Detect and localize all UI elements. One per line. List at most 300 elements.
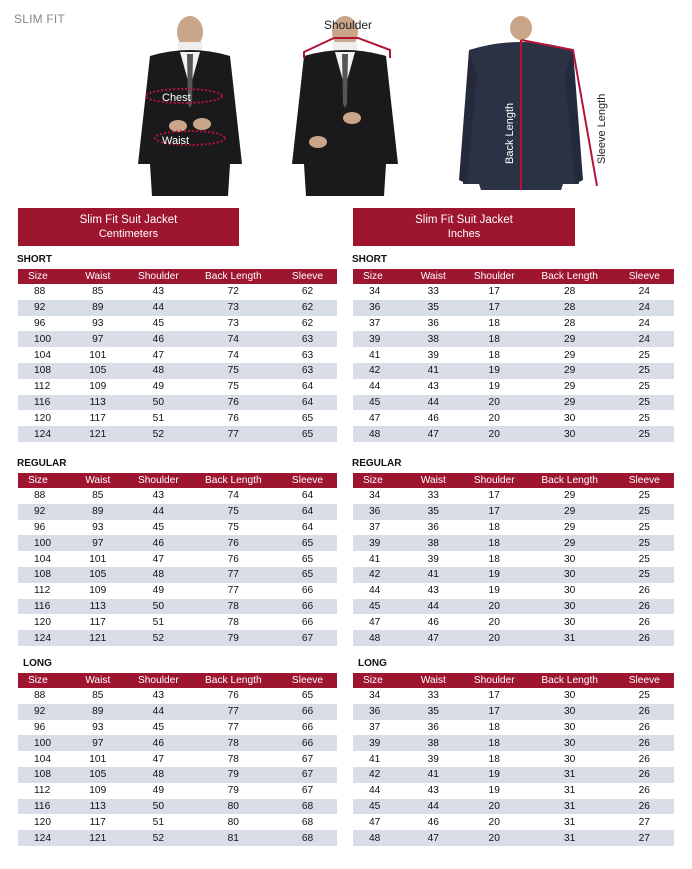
table-cell: 62 — [301, 286, 314, 298]
table-cell: 88 — [34, 690, 46, 702]
table-cell: 113 — [67, 799, 128, 815]
table-cell: 113 — [67, 599, 128, 615]
table-cell: 51 — [152, 616, 165, 628]
table-cell: 31 — [525, 830, 615, 846]
table-row — [18, 799, 337, 815]
jacket-back-figure — [455, 14, 620, 196]
table-cell: 124 — [18, 426, 67, 442]
table-row — [18, 551, 337, 567]
table-cell: 41 — [403, 363, 464, 379]
table-cell: 74 — [227, 349, 239, 361]
column-header: Size — [18, 269, 67, 284]
table-cell: 30 — [563, 412, 576, 424]
table-row — [353, 520, 674, 536]
table-cell: 39 — [427, 349, 439, 361]
table-cell: 36 — [353, 704, 403, 720]
table-cell: 108 — [18, 567, 67, 583]
table-cell: 28 — [525, 300, 615, 316]
table-cell: 75 — [227, 521, 239, 533]
table-cell: 20 — [488, 816, 500, 828]
table-cell: 96 — [34, 721, 46, 733]
table-cell: 25 — [638, 521, 650, 533]
table-row — [353, 300, 674, 316]
table-cell: 30 — [563, 690, 576, 702]
table-cell: 92 — [18, 504, 67, 520]
table-row — [353, 830, 674, 846]
table-cell: 73 — [227, 317, 239, 329]
table-cell: 20 — [464, 395, 525, 411]
table-cell: 62 — [278, 300, 337, 316]
table-cell: 76 — [227, 553, 239, 565]
table-cell: 67 — [301, 753, 314, 765]
table-cell: 18 — [464, 331, 525, 347]
table-cell: 64 — [301, 381, 314, 393]
table-cell: 26 — [615, 735, 674, 751]
table-cell: 18 — [488, 349, 500, 361]
table-cell: 25 — [638, 553, 650, 565]
table-cell: 28 — [563, 286, 576, 298]
table-row — [18, 830, 337, 846]
table-cell: 65 — [301, 553, 314, 565]
column-header: Back Length — [525, 269, 615, 284]
table-cell: 39 — [353, 331, 403, 347]
table-cell: 77 — [189, 567, 278, 583]
table-cell: 31 — [525, 630, 615, 646]
table-cell: 46 — [128, 331, 189, 347]
table-row — [18, 720, 337, 736]
table-cell: 88 — [34, 286, 46, 298]
table-cell: 65 — [301, 412, 314, 424]
table-cell: 96 — [34, 317, 46, 329]
table-cell: 112 — [34, 381, 51, 393]
table-cell: 52 — [128, 426, 189, 442]
table-cell: 46 — [427, 412, 439, 424]
table-cell: 30 — [563, 753, 576, 765]
table-cell: 19 — [488, 585, 500, 597]
table-cell: 25 — [615, 363, 674, 379]
table-cell: 17 — [488, 490, 500, 502]
table-cell: 44 — [403, 599, 464, 615]
table-cell: 46 — [427, 616, 439, 628]
table-cell: 45 — [353, 599, 403, 615]
back-length-label: Back Length — [504, 102, 516, 164]
table-cell: 124 — [18, 630, 67, 646]
table-row — [353, 488, 674, 504]
table-cell: 45 — [353, 799, 403, 815]
table-row — [18, 504, 337, 520]
table-cell: 31 — [563, 816, 576, 828]
table-cell: 52 — [128, 630, 189, 646]
section-label: SHORT — [17, 254, 52, 265]
table-cell: 33 — [427, 490, 439, 502]
table-cell: 30 — [563, 616, 576, 628]
table-cell: 38 — [403, 535, 464, 551]
table-cell: 45 — [152, 521, 165, 533]
table-row — [353, 814, 674, 830]
table-cell: 37 — [369, 317, 381, 329]
section-label: REGULAR — [352, 458, 402, 469]
table-cell: 47 — [152, 349, 165, 361]
column-header: Waist — [67, 473, 128, 488]
table-cell: 25 — [615, 504, 674, 520]
column-header: Shoulder — [464, 269, 525, 284]
column-header: Sleeve — [615, 473, 674, 488]
table-cell: 113 — [67, 395, 128, 411]
table-cell: 26 — [638, 753, 650, 765]
table-cell: 75 — [189, 504, 278, 520]
table-cell: 34 — [369, 286, 381, 298]
table-cell: 105 — [67, 567, 128, 583]
table-cell: 96 — [34, 521, 46, 533]
column-header: Size — [353, 473, 403, 488]
table-cell: 49 — [152, 585, 165, 597]
table-cell: 88 — [34, 490, 46, 502]
table-cell: 33 — [427, 690, 439, 702]
table-cell: 100 — [18, 535, 67, 551]
table-cell: 46 — [128, 735, 189, 751]
table-cell: 44 — [128, 300, 189, 316]
shoulder-label: Shoulder — [324, 18, 373, 32]
table-cell: 108 — [18, 767, 67, 783]
table-cell: 76 — [189, 535, 278, 551]
table-cell: 20 — [488, 616, 500, 628]
column-header: Back Length — [525, 673, 615, 688]
table-cell: 42 — [353, 767, 403, 783]
table-cell: 121 — [67, 630, 128, 646]
table-cell: 48 — [353, 630, 403, 646]
size-table — [18, 673, 337, 846]
table-cell: 24 — [638, 317, 650, 329]
table-cell: 78 — [189, 735, 278, 751]
table-cell: 30 — [525, 426, 615, 442]
table-row — [18, 814, 337, 830]
table-cell: 36 — [427, 317, 439, 329]
table-cell: 76 — [189, 395, 278, 411]
table-cell: 36 — [353, 300, 403, 316]
inch-unit: Inches — [447, 228, 481, 240]
table-row — [353, 599, 674, 615]
table-cell: 105 — [67, 767, 128, 783]
column-header: Waist — [67, 673, 128, 688]
table-row — [353, 614, 674, 630]
table-cell: 49 — [152, 785, 165, 797]
table-row — [18, 599, 337, 615]
table-cell: 30 — [525, 704, 615, 720]
column-header: Waist — [403, 673, 464, 688]
table-cell: 109 — [89, 381, 107, 393]
table-cell: 26 — [615, 599, 674, 615]
table-row — [18, 688, 337, 704]
sleeve-length-label: Sleeve Length — [596, 93, 608, 164]
table-cell: 74 — [227, 490, 239, 502]
table-cell: 29 — [563, 349, 576, 361]
column-header: Back Length — [525, 473, 615, 488]
table-cell: 105 — [67, 363, 128, 379]
table-row — [353, 751, 674, 767]
column-header: Waist — [403, 473, 464, 488]
table-cell: 80 — [189, 799, 278, 815]
table-cell: 19 — [488, 785, 500, 797]
table-cell: 77 — [227, 721, 239, 733]
table-cell: 112 — [34, 585, 51, 597]
table-cell: 38 — [403, 735, 464, 751]
table-cell: 62 — [301, 317, 314, 329]
column-header: Sleeve — [278, 673, 337, 688]
chest-label: Chest — [162, 92, 191, 104]
table-cell: 109 — [89, 585, 107, 597]
table-cell: 104 — [34, 349, 51, 361]
column-header: Size — [353, 269, 403, 284]
table-cell: 117 — [89, 616, 106, 628]
table-cell: 44 — [369, 585, 381, 597]
table-cell: 30 — [525, 735, 615, 751]
section-label: REGULAR — [17, 458, 67, 469]
column-header: Sleeve — [615, 673, 674, 688]
jacket-shoulder-figure — [278, 14, 403, 196]
table-row — [353, 284, 674, 300]
table-cell: 26 — [638, 721, 650, 733]
section-label: SHORT — [352, 254, 387, 265]
table-cell: 37 — [369, 521, 381, 533]
table-cell: 93 — [92, 521, 104, 533]
table-cell: 48 — [128, 567, 189, 583]
table-row — [353, 551, 674, 567]
table-cell: 41 — [369, 553, 381, 565]
table-cell: 48 — [128, 363, 189, 379]
table-cell: 124 — [18, 830, 67, 846]
table-row — [353, 410, 674, 426]
table-cell: 50 — [128, 599, 189, 615]
column-header: Waist — [403, 269, 464, 284]
table-cell: 81 — [189, 830, 278, 846]
table-row — [353, 331, 674, 347]
cm-column-header — [18, 208, 239, 246]
table-cell: 47 — [403, 426, 464, 442]
table-cell: 41 — [403, 767, 464, 783]
table-cell: 19 — [464, 567, 525, 583]
table-cell: 47 — [152, 753, 165, 765]
table-cell: 30 — [563, 585, 576, 597]
table-cell: 20 — [464, 830, 525, 846]
table-cell: 27 — [638, 816, 650, 828]
table-cell: 64 — [301, 490, 314, 502]
table-row — [18, 379, 337, 395]
table-cell: 89 — [67, 504, 128, 520]
table-cell: 65 — [278, 567, 337, 583]
table-cell: 35 — [403, 300, 464, 316]
table-cell: 47 — [403, 630, 464, 646]
table-row — [353, 783, 674, 799]
table-cell: 77 — [227, 585, 239, 597]
table-cell: 36 — [427, 721, 439, 733]
table-cell: 43 — [152, 490, 165, 502]
table-cell: 30 — [525, 599, 615, 615]
table-cell: 49 — [152, 381, 165, 393]
table-cell: 79 — [189, 630, 278, 646]
table-cell: 68 — [278, 830, 337, 846]
table-cell: 120 — [34, 816, 51, 828]
table-row — [353, 583, 674, 599]
table-row — [18, 284, 337, 300]
table-cell: 79 — [227, 785, 239, 797]
table-row — [353, 720, 674, 736]
table-cell: 28 — [563, 317, 576, 329]
table-cell: 74 — [189, 331, 278, 347]
table-cell: 66 — [301, 721, 314, 733]
table-row — [18, 363, 337, 379]
table-row — [18, 767, 337, 783]
table-cell: 44 — [403, 799, 464, 815]
table-cell: 121 — [67, 830, 128, 846]
table-cell: 24 — [615, 331, 674, 347]
table-cell: 79 — [189, 767, 278, 783]
table-cell: 64 — [278, 395, 337, 411]
table-cell: 65 — [278, 426, 337, 442]
table-row — [353, 379, 674, 395]
table-cell: 97 — [67, 735, 128, 751]
table-cell: 48 — [353, 830, 403, 846]
table-cell: 121 — [67, 426, 128, 442]
table-cell: 66 — [278, 735, 337, 751]
table-cell: 100 — [18, 735, 67, 751]
table-row — [18, 300, 337, 316]
table-cell: 36 — [427, 521, 439, 533]
table-row — [18, 583, 337, 599]
column-header: Shoulder — [464, 673, 525, 688]
table-cell: 36 — [353, 504, 403, 520]
table-cell: 45 — [152, 721, 165, 733]
table-cell: 101 — [89, 553, 107, 565]
column-header: Sleeve — [278, 269, 337, 284]
table-cell: 25 — [638, 412, 650, 424]
table-cell: 65 — [301, 690, 314, 702]
table-cell: 26 — [638, 616, 650, 628]
table-cell: 89 — [67, 300, 128, 316]
table-cell: 37 — [369, 721, 381, 733]
table-row — [18, 535, 337, 551]
table-cell: 29 — [525, 395, 615, 411]
table-cell: 85 — [92, 490, 104, 502]
table-cell: 19 — [488, 381, 500, 393]
column-header: Waist — [67, 269, 128, 284]
table-row — [353, 799, 674, 815]
table-row — [353, 630, 674, 646]
table-cell: 100 — [18, 331, 67, 347]
table-cell: 67 — [278, 767, 337, 783]
table-cell: 18 — [488, 753, 500, 765]
table-cell: 93 — [92, 317, 104, 329]
column-header: Size — [18, 673, 67, 688]
table-cell: 25 — [638, 349, 650, 361]
table-cell: 101 — [89, 753, 107, 765]
table-cell: 17 — [464, 704, 525, 720]
table-cell: 34 — [369, 490, 381, 502]
table-cell: 51 — [152, 816, 165, 828]
table-cell: 39 — [353, 735, 403, 751]
table-cell: 44 — [369, 381, 381, 393]
table-cell: 20 — [464, 426, 525, 442]
table-row — [18, 488, 337, 504]
table-cell: 25 — [615, 426, 674, 442]
table-cell: 75 — [189, 363, 278, 379]
table-cell: 29 — [525, 535, 615, 551]
table-cell: 41 — [369, 349, 381, 361]
table-cell: 76 — [227, 690, 239, 702]
table-cell: 47 — [369, 412, 381, 424]
table-cell: 78 — [227, 753, 239, 765]
table-cell: 18 — [488, 317, 500, 329]
table-cell: 68 — [278, 799, 337, 815]
table-cell: 39 — [427, 553, 439, 565]
table-cell: 97 — [67, 535, 128, 551]
table-cell: 120 — [34, 412, 51, 424]
table-row — [18, 567, 337, 583]
table-cell: 63 — [301, 349, 314, 361]
table-cell: 77 — [189, 704, 278, 720]
table-row — [353, 735, 674, 751]
table-row — [18, 614, 337, 630]
table-cell: 44 — [128, 504, 189, 520]
table-cell: 31 — [525, 799, 615, 815]
table-row — [353, 363, 674, 379]
table-cell: 43 — [152, 690, 165, 702]
size-table — [353, 473, 674, 646]
table-cell: 92 — [18, 704, 67, 720]
table-cell: 117 — [89, 412, 106, 424]
table-cell: 116 — [18, 599, 67, 615]
table-cell: 25 — [615, 535, 674, 551]
table-cell: 29 — [563, 381, 576, 393]
table-cell: 46 — [128, 535, 189, 551]
size-table — [18, 269, 337, 442]
table-cell: 43 — [427, 381, 439, 393]
table-row — [18, 316, 337, 332]
table-row — [353, 535, 674, 551]
table-cell: 66 — [278, 704, 337, 720]
table-cell: 29 — [563, 490, 576, 502]
table-cell: 18 — [464, 535, 525, 551]
cm-title: Slim Fit Suit Jacket — [79, 214, 178, 226]
table-row — [353, 504, 674, 520]
table-cell: 92 — [18, 300, 67, 316]
table-cell: 30 — [563, 553, 576, 565]
table-cell: 93 — [92, 721, 104, 733]
table-cell: 17 — [488, 690, 500, 702]
jacket-front-figure — [130, 14, 250, 196]
size-table — [353, 673, 674, 846]
column-header: Back Length — [189, 673, 278, 688]
inch-title: Slim Fit Suit Jacket — [415, 214, 513, 226]
size-table — [18, 473, 337, 646]
table-row — [353, 347, 674, 363]
table-cell: 25 — [638, 690, 650, 702]
table-cell: 63 — [278, 331, 337, 347]
table-row — [18, 395, 337, 411]
table-cell: 26 — [615, 704, 674, 720]
table-cell: 25 — [638, 381, 650, 393]
table-cell: 44 — [403, 395, 464, 411]
table-cell: 43 — [427, 585, 439, 597]
table-cell: 20 — [464, 799, 525, 815]
table-row — [18, 410, 337, 426]
table-cell: 43 — [152, 286, 165, 298]
table-row — [18, 426, 337, 442]
table-row — [18, 735, 337, 751]
section-label: LONG — [358, 658, 387, 669]
table-cell: 73 — [189, 300, 278, 316]
column-header: Back Length — [189, 269, 278, 284]
column-header: Size — [18, 473, 67, 488]
